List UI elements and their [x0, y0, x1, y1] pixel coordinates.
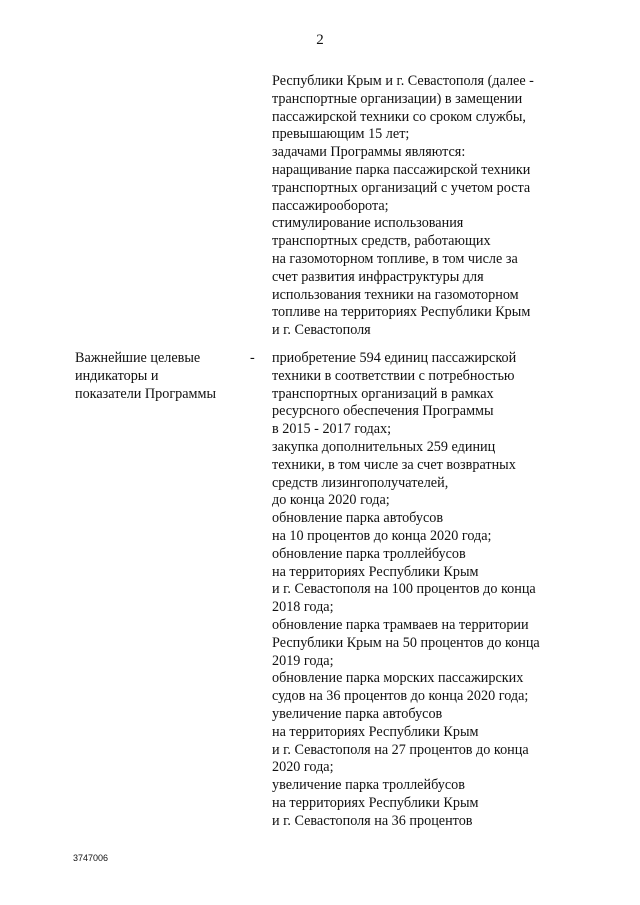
- text-line: использования техники на газомоторном: [272, 286, 519, 303]
- text-line: наращивание парка пассажирской техники: [272, 161, 531, 178]
- label-dash: -: [250, 350, 255, 366]
- text-line: транспортные организации) в замещении: [272, 90, 523, 107]
- document-code: 3747006: [73, 853, 109, 863]
- indicator-line: на территориях Республики Крым: [272, 794, 479, 811]
- indicator-line: обновление парка автобусов: [272, 510, 444, 527]
- page-number: 2: [316, 32, 324, 48]
- indicators-label: [75, 350, 216, 403]
- indicator-line: средств лизингополучателей,: [272, 474, 449, 491]
- indicator-line: закупка дополнительных 259 единиц: [272, 438, 496, 455]
- indicators-text-block: [272, 350, 572, 831]
- label-line: Важнейшие целевые: [75, 350, 201, 366]
- indicator-line: увеличение парка автобусов: [272, 705, 443, 722]
- indicator-line: на территориях Республики Крым: [272, 723, 479, 740]
- indicator-line: увеличение парка троллейбусов: [272, 777, 465, 794]
- indicator-line: техники в соответствии с потребностью: [272, 367, 515, 384]
- text-line: транспортных организаций с учетом роста: [272, 179, 531, 196]
- indicator-line: обновление парка троллейбусов: [272, 545, 466, 562]
- indicator-line: обновление парка трамваев на территории: [272, 616, 529, 633]
- indicator-line: судов на 36 процентов до конца 2020 года;: [272, 688, 529, 705]
- text-line: Республики Крым и г. Севастополя (далее -: [272, 73, 534, 89]
- indicator-line: ресурсного обеспечения Программы: [272, 403, 494, 420]
- label-line: индикаторы и: [75, 367, 159, 384]
- indicator-line: 2018 года;: [272, 599, 334, 616]
- text-line: стимулирование использования: [272, 215, 464, 232]
- indicator-line: и г. Севастополя на 100 процентов до конца: [272, 581, 536, 598]
- top-text-block: [272, 73, 572, 340]
- indicator-line: 2019 года;: [272, 652, 334, 669]
- text-line: превышающим 15 лет;: [272, 126, 410, 143]
- indicator-line: 2020 года;: [272, 759, 334, 776]
- label-line: показатели Программы: [75, 385, 217, 402]
- indicator-line: техники, в том числе за счет возвратных: [272, 456, 516, 473]
- text-line: транспортных средств, работающих: [272, 233, 491, 250]
- indicator-line: транспортных организаций в рамках: [272, 385, 494, 402]
- indicator-line: и г. Севастополя на 27 процентов до конца: [272, 741, 529, 758]
- indicator-line: до конца 2020 года;: [272, 492, 390, 509]
- text-line: топливе на территориях Республики Крым: [272, 304, 531, 321]
- indicator-line: в 2015 - 2017 годах;: [272, 421, 392, 438]
- text-line: пассажирской техники со сроком службы,: [272, 108, 526, 125]
- text-line: пассажирооборота;: [272, 197, 389, 214]
- indicator-line: Республики Крым на 50 процентов до конца: [272, 634, 540, 651]
- indicator-line: обновление парка морских пассажирских: [272, 670, 524, 687]
- indicator-line: на территориях Республики Крым: [272, 563, 479, 580]
- text-line: счет развития инфраструктуры для: [272, 268, 484, 285]
- indicator-line: на 10 процентов до конца 2020 года;: [272, 527, 492, 544]
- indicator-line: приобретение 594 единиц пассажирской: [272, 350, 517, 366]
- text-line: на газомоторном топливе, в том числе за: [272, 250, 518, 267]
- indicator-line: и г. Севастополя на 36 процентов: [272, 812, 473, 829]
- text-line: и г. Севастополя: [272, 322, 371, 339]
- text-line: задачами Программы являются:: [272, 144, 466, 161]
